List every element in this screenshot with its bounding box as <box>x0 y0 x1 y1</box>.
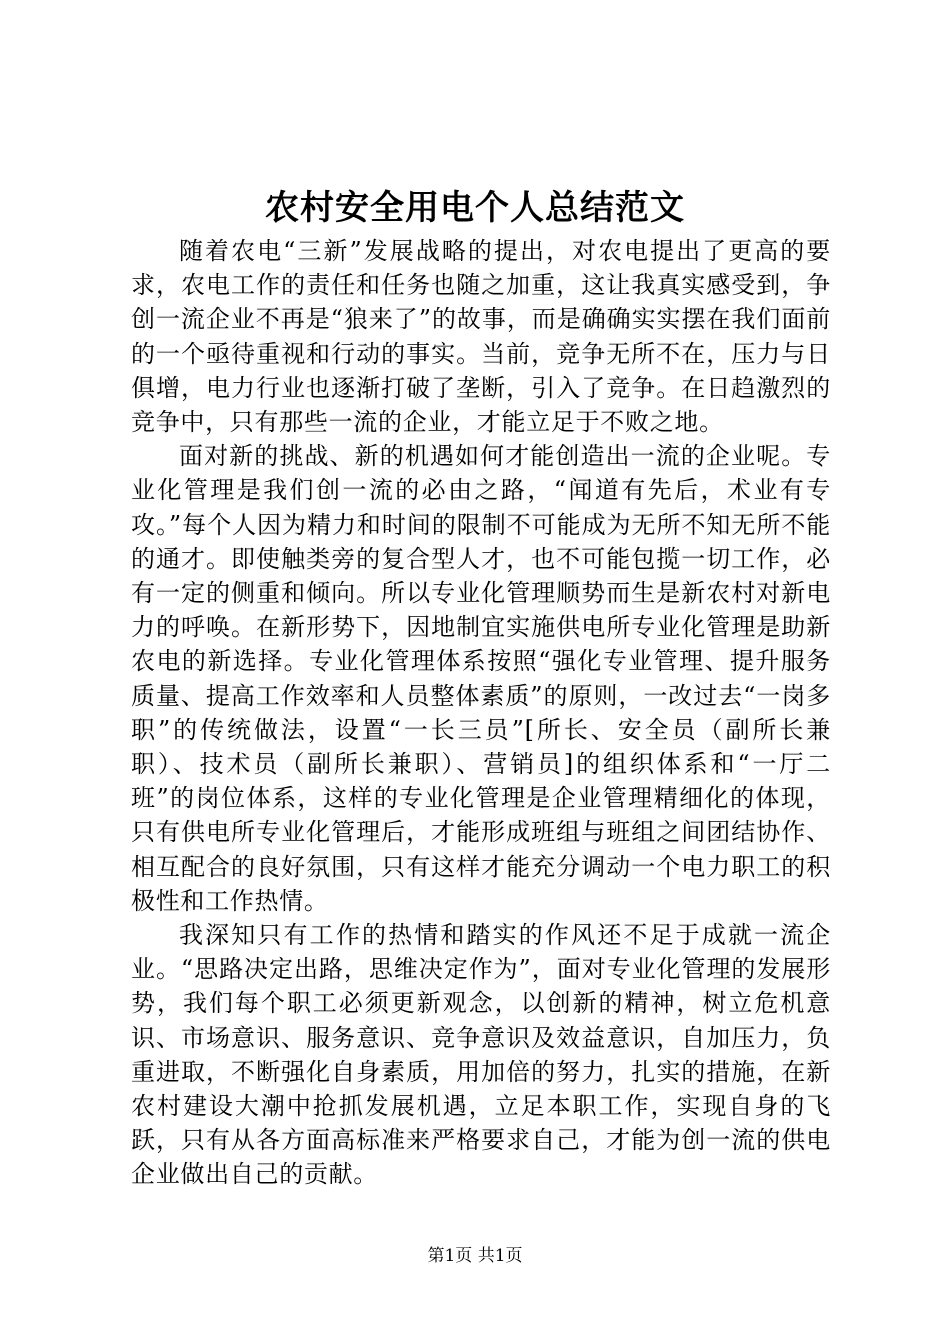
document-body <box>131 234 831 1192</box>
paragraph-2: 面对新的挑战、新的机遇如何才能创造出一流的企业呢。专业化管理是我们创一流的必由之路，“闻道有先后，术业有专攻。”每个人因为精力和时间的限制不可能成为无所不知无所不能的通才。即使触类旁的复合型人才，也不可能包揽一切工作，必有一定的侧重和倾向。所以专业化管理顺势而生是新农村对新电力的呼唤。在新形势下，因地制宜实施供电所专业化管理是助新农电的新选择。专业化管理体系按照“强化专业管理、提升服务质量、提高工作效率和人员整体素质”的原则，一改过去“一岗多职”的传统做法，设置“一长三员”[所长、安全员（副所长兼职）、技术员（副所长兼职）、营销员]的组织体系和“一厅二班”的岗位体系，这样的专业化管理是企业管理精细化的体现，只有供电所专业化管理后，才能形成班组与班组之间团结协作、相互配合的良好氛围，只有这样才能充分调动一个电力职工的积极性和工作热情。 <box>131 442 831 915</box>
page-footer: 第1页 共1页 <box>427 1246 523 1266</box>
paragraph-3: 我深知只有工作的热情和踏实的作风还不足于成就一流企业。“思路决定出路，思维决定作为”，面对专业化管理的发展形势，我们每个职工必须更新观念，以创新的精神，树立危机意识、市场意识、服务意识、竞争意识及效益意识，自加压力，负重进取，不断强化自身素质，用加倍的努力，扎实的措施，在新农村建设大潮中抢抓发展机遇，立足本职工作，实现自身的飞跃，只有从各方面高标准来严格要求自己，才能为创一流的供电企业做出自己的贡献。 <box>131 921 831 1189</box>
paragraph-1: 随着农电“三新”发展战略的提出，对农电提出了更高的要求，农电工作的责任和任务也随之加重，这让我真实感受到，争创一流企业不再是“狼来了”的故事，而是确确实实摆在我们面前的一个亟待重视和行动的事实。当前，竞争无所不在，压力与日俱增，电力行业也逐渐打破了垄断，引入了竞争。在日趋激烈的竞争中，只有那些一流的企业，才能立足于不败之地。 <box>131 237 831 437</box>
document-title: 农村安全用电个人总结范文 <box>265 188 685 228</box>
